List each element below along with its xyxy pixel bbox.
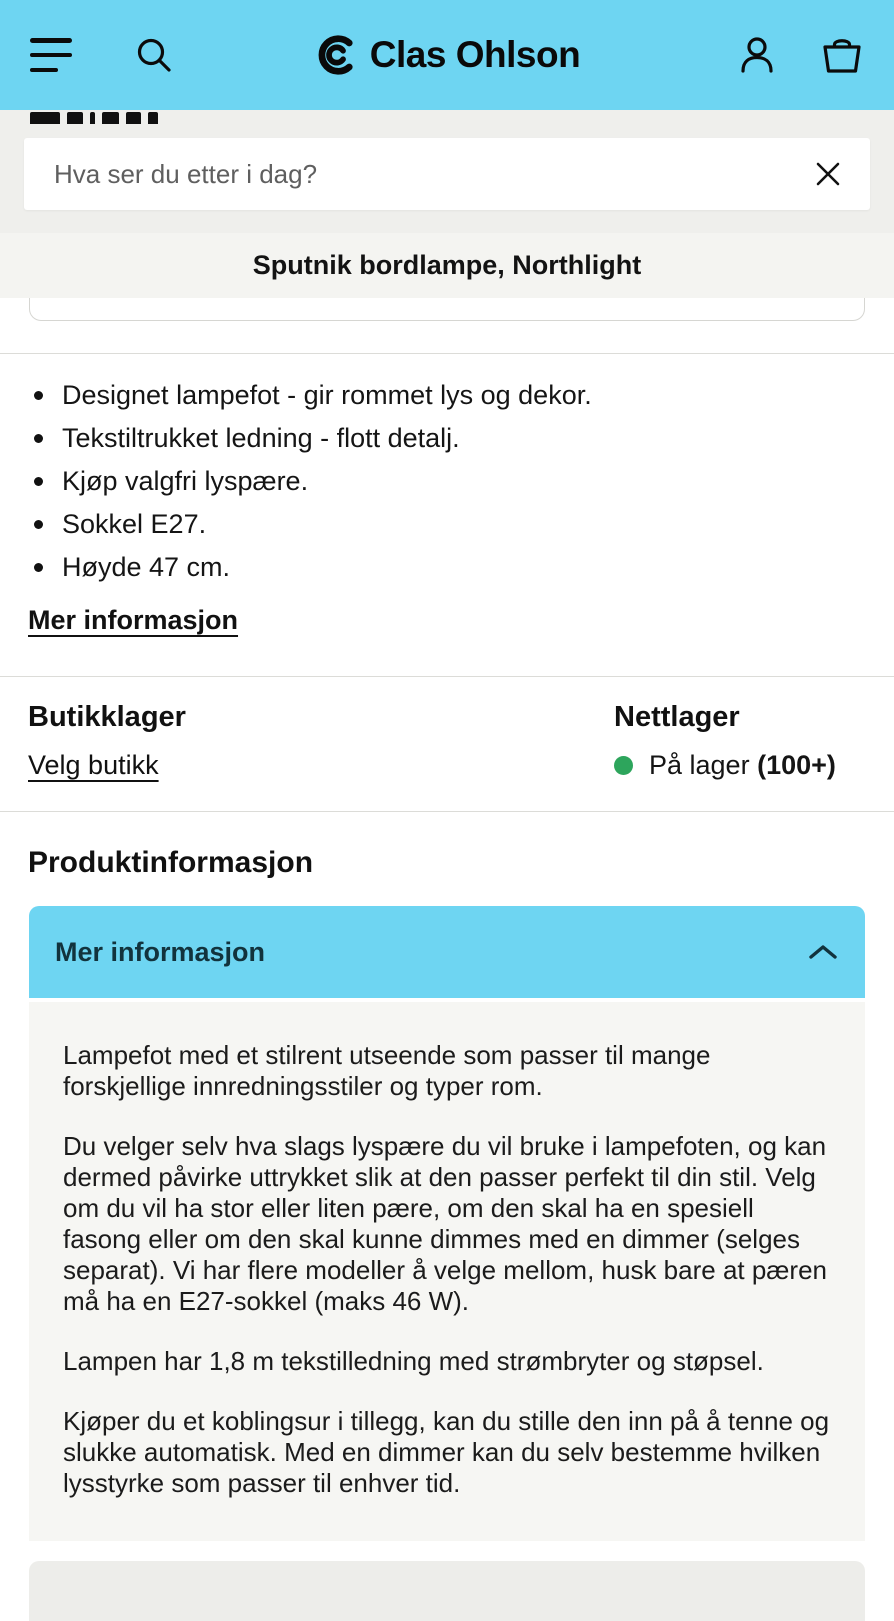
description-paragraph: Lampen har 1,8 m tekstilledning med strømbryter og støpsel. [63,1346,764,1376]
usp-item: Sokkel E27. [28,503,866,546]
product-title-bar [0,233,894,298]
in-stock-indicator-icon [614,756,633,775]
stock-count: (100+) [757,750,836,780]
account-button[interactable] [736,34,778,76]
store-stock-heading: Butikklager [28,701,186,733]
cart-icon [820,34,864,76]
usp-item: Designet lampefot - gir rommet lys og dekor. [28,374,866,417]
clas-ohlson-logo-icon [314,32,360,78]
description-paragraph: Du velger selv hva slags lyspære du vil bruke i lampefoten, og kan dermed påvirke uttrykket slik at den passer perfekt til din stil. Velg om du vil ha stor eller liten pære, om den skal ha en spesiell fasong eller om den skal kunne dimmes med en dimmer (selges separat). Vi har flere modeller å velge mellom, husk bare at pæren må ha en E27-sokkel (maks 46 W). [63,1131,828,1316]
online-stock-column [614,701,866,781]
search-input[interactable] [52,158,798,191]
divider [0,811,894,812]
online-stock-heading: Nettlager [614,701,740,733]
product-information-heading: Produktinformasjon [28,846,314,879]
user-icon [736,34,778,76]
product-title: Sputnik bordlampe, Northlight [252,250,642,280]
usp-list [28,374,866,589]
chevron-up-icon [807,942,839,962]
usp-section [0,354,894,676]
stock-status-text: På lager (100+) [649,750,836,780]
usp-item: Høyde 47 cm. [28,546,866,589]
stock-section [0,677,894,811]
app-header [0,0,894,110]
search-icon [134,35,174,75]
image-carousel-bottom [29,298,865,321]
select-store-link[interactable]: Velg butikk [28,750,159,780]
next-accordion-header[interactable] [29,1561,865,1621]
stock-status [614,750,866,781]
description-paragraph: Lampefot med et stilrent utseende som passer til mange forskjellige innredningsstiler og typer rom. [63,1040,711,1101]
description-paragraph: Kjøper du et koblingsur i tillegg, kan du stille den inn på å tenne og slukke automatisk. Med en dimmer kan du selv bestemme hvilken lysstyrke som passer til enhver tid. [63,1406,830,1498]
usp-item: Tekstiltrukket ledning - flott detalj. [28,417,866,460]
accordion-header-more-information[interactable] [29,906,865,998]
accordion-body [29,1002,865,1541]
search-button[interactable] [134,35,174,75]
brand-name: Clas Ohlson [369,34,581,75]
brand-logo[interactable] [314,32,580,78]
cart-button[interactable] [820,34,864,76]
more-information-accordion [29,906,865,1541]
close-search-button[interactable] [814,160,842,188]
search-overlay [0,110,894,233]
accordion-title: Mer informasjon [55,936,266,967]
search-bar [24,138,870,210]
more-information-link[interactable]: Mer informasjon [28,605,239,635]
usp-item: Kjøp valgfri lyspære. [28,460,866,503]
clipped-content-fragment [0,110,894,124]
hamburger-icon [30,38,72,43]
close-icon [814,160,842,188]
menu-button[interactable] [30,38,72,72]
store-stock-column [28,701,186,781]
